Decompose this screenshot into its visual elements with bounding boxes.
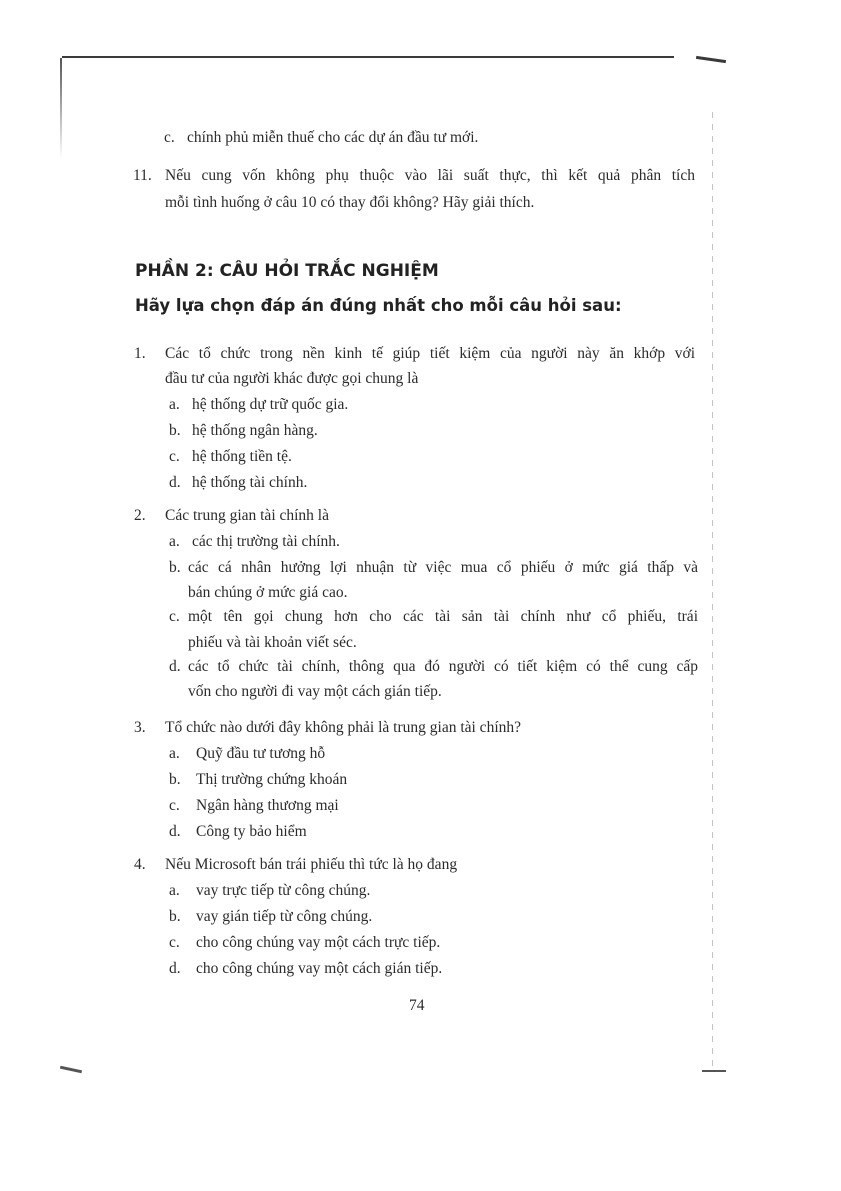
option-letter: d. — [169, 960, 181, 977]
option-text: Ngân hàng thương mại — [196, 797, 339, 814]
option-text: Quỹ đầu tư tương hỗ — [196, 745, 326, 762]
option-text: chính phủ miễn thuế cho các dự án đầu tư mới. — [187, 129, 479, 146]
option-text: hệ thống tài chính. — [192, 474, 308, 491]
question-number: 3. — [134, 719, 146, 736]
option-text: Công ty bảo hiểm — [196, 823, 307, 840]
question-text: Các tổ chức trong nền kinh tế giúp tiết kiệm của người này ăn khớp với — [165, 345, 695, 362]
option-text: một tên gọi chung hơn cho các tài sản tài chính như cổ phiếu, trái — [188, 608, 698, 625]
option-text: các cá nhân hưởng lợi nhuận từ việc mua cổ phiếu ở mức giá thấp và — [188, 559, 698, 576]
option-text: cho công chúng vay một cách gián tiếp. — [196, 960, 443, 977]
top-rule-end-mark — [696, 56, 726, 63]
question-text: Tổ chức nào dưới đây không phải là trung gian tài chính? — [165, 719, 522, 736]
question-1-line2: đầu tư của người khác được gọi chung là — [165, 370, 419, 387]
question-number: 4. — [134, 856, 146, 873]
part-title: PHẦN 2: CÂU HỎI TRẮC NGHIỆM — [135, 261, 439, 281]
option-letter: c. — [169, 934, 180, 951]
option-text: vay gián tiếp từ công chúng. — [196, 908, 373, 925]
top-rule — [62, 56, 674, 58]
option-letter: a. — [169, 396, 180, 413]
question-11-line2: mỗi tình huống ở câu 10 có thay đổi không? Hãy giải thích. — [165, 194, 535, 211]
option-letter: b. — [169, 559, 181, 576]
option-text: cho công chúng vay một cách trực tiếp. — [196, 934, 441, 951]
option-letter: b. — [169, 908, 181, 925]
option-letter: c. — [169, 608, 180, 625]
q2-option-d-line2: vốn cho người đi vay một cách gián tiếp. — [188, 683, 442, 700]
option-letter: d. — [169, 658, 181, 675]
option-text: hệ thống ngân hàng. — [192, 422, 318, 439]
page-number: 74 — [409, 997, 425, 1014]
option-letter: c. — [169, 448, 180, 465]
option-text: các tổ chức tài chính, thông qua đó người có tiết kiệm có thể cung cấp — [188, 658, 698, 675]
question-number: 2. — [134, 507, 146, 524]
option-text: các thị trường tài chính. — [192, 533, 340, 550]
option-letter: c. — [164, 129, 175, 146]
option-letter: d. — [169, 474, 181, 491]
option-letter: a. — [169, 745, 180, 762]
option-letter: d. — [169, 823, 181, 840]
question-number: 11. — [133, 167, 152, 184]
option-letter: b. — [169, 771, 181, 788]
question-text: Các trung gian tài chính là — [165, 507, 329, 524]
option-text: hệ thống tiền tệ. — [192, 448, 292, 465]
bottom-right-mark — [702, 1070, 726, 1072]
option-letter: a. — [169, 882, 180, 899]
bottom-left-mark — [60, 1066, 82, 1074]
q2-option-b-line2: bán chúng ở mức giá cao. — [188, 584, 348, 601]
option-text: hệ thống dự trữ quốc gia. — [192, 396, 349, 413]
option-letter: b. — [169, 422, 181, 439]
left-edge-shadow — [60, 58, 62, 158]
q2-option-c-line2: phiếu và tài khoản viết séc. — [188, 634, 357, 651]
question-number: 1. — [134, 345, 146, 362]
option-text: vay trực tiếp từ công chúng. — [196, 882, 371, 899]
option-letter: a. — [169, 533, 180, 550]
right-edge-shadow — [712, 112, 713, 1072]
question-text: Nếu Microsoft bán trái phiếu thì tức là họ đang — [165, 856, 458, 873]
option-text: Thị trường chứng khoán — [196, 771, 348, 788]
option-letter: c. — [169, 797, 180, 814]
instruction: Hãy lựa chọn đáp án đúng nhất cho mỗi câu hỏi sau: — [135, 296, 622, 315]
question-text: Nếu cung vốn không phụ thuộc vào lãi suất thực, thì kết quả phân tích — [165, 167, 695, 184]
